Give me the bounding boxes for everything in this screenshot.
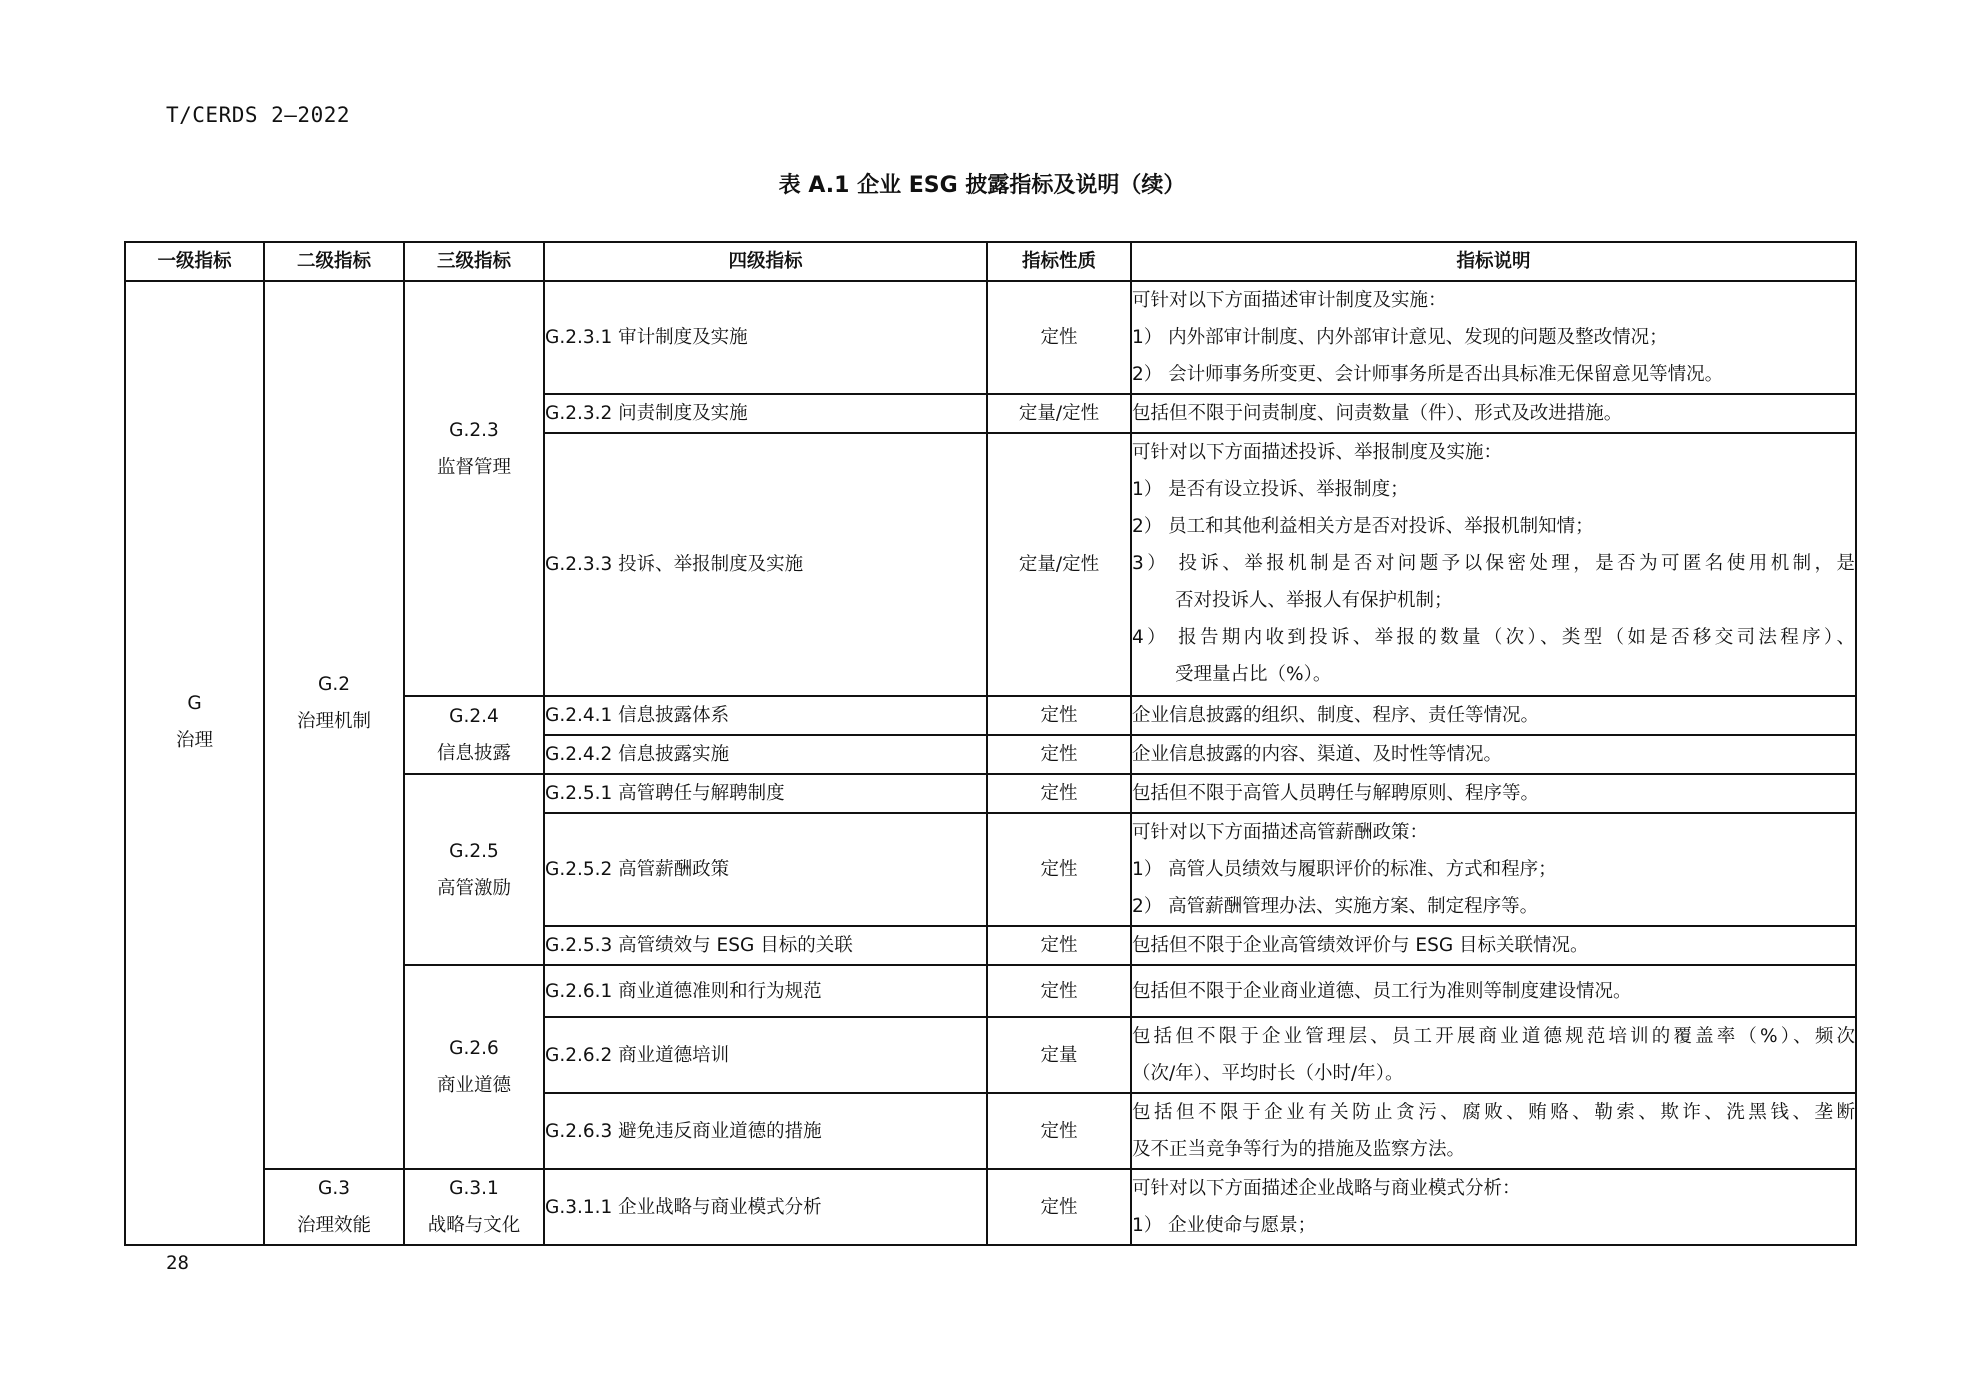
description-line: 包括但不限于企业高管绩效评价与 ESG 目标关联情况。 <box>1132 935 1589 956</box>
level1-name: 治理 <box>175 730 213 751</box>
level4-indicator: G.2.6.2 商业道德培训 <box>544 1017 987 1093</box>
level2-code: G.2 <box>318 674 350 695</box>
indicator-nature: 定性 <box>987 1169 1131 1245</box>
level2-cell <box>264 1169 404 1245</box>
indicator-description <box>1131 394 1856 433</box>
indicator-nature: 定性 <box>987 965 1131 1017</box>
indicator-description <box>1131 965 1856 1017</box>
level2-name: 治理效能 <box>296 1215 371 1236</box>
indicator-description <box>1131 774 1856 813</box>
table-header-row <box>125 242 1856 281</box>
level2-name: 治理机制 <box>296 711 371 732</box>
level4-indicator: G.2.6.3 避免违反商业道德的措施 <box>544 1093 987 1169</box>
level3-code: G.2.6 <box>449 1038 499 1059</box>
indicator-description <box>1131 813 1856 926</box>
description-line: 可针对以下方面描述高管薪酬政策： <box>1132 822 1429 843</box>
indicator-description <box>1131 1169 1856 1245</box>
level4-indicator: G.2.3.2 问责制度及实施 <box>544 394 987 433</box>
description-line: 受理量占比（%）。 <box>1175 664 1332 685</box>
column-header: 二级指标 <box>264 242 404 281</box>
indicator-nature: 定性 <box>987 926 1131 965</box>
level3-code: G.3.1 <box>449 1178 499 1199</box>
description-line: 可针对以下方面描述企业战略与商业模式分析： <box>1132 1178 1521 1199</box>
level3-cell <box>404 281 544 696</box>
level3-name: 信息披露 <box>436 743 511 764</box>
level4-indicator: G.2.6.1 商业道德准则和行为规范 <box>544 965 987 1017</box>
level3-cell <box>404 696 544 774</box>
description-line: 包括但不限于企业有关防止贪污、腐败、贿赂、勒索、欺诈、洗黑钱、垄断 <box>1132 1102 1855 1123</box>
indicator-nature: 定性 <box>987 774 1131 813</box>
description-line: 可针对以下方面描述投诉、举报制度及实施： <box>1132 442 1503 463</box>
description-line: 否对投诉人、举报人有保护机制； <box>1175 590 1453 611</box>
page-number: 28 <box>166 1252 189 1274</box>
indicator-nature: 定量 <box>987 1017 1131 1093</box>
indicator-description <box>1131 1093 1856 1169</box>
level3-cell <box>404 965 544 1169</box>
table-row <box>125 1169 1856 1245</box>
level3-code: G.2.4 <box>449 706 499 727</box>
indicator-nature: 定性 <box>987 813 1131 926</box>
column-header: 三级指标 <box>404 242 544 281</box>
description-line: 1） 内外部审计制度、内外部审计意见、发现的问题及整改情况； <box>1132 327 1668 348</box>
description-line: 1） 是否有设立投诉、举报制度； <box>1132 479 1409 500</box>
level1-cell <box>125 281 264 1245</box>
level4-indicator: G.2.4.1 信息披露体系 <box>544 696 987 735</box>
indicator-description <box>1131 281 1856 394</box>
level4-indicator: G.2.5.1 高管聘任与解聘制度 <box>544 774 987 813</box>
level4-indicator: G.2.5.3 高管绩效与 ESG 目标的关联 <box>544 926 987 965</box>
description-line: 3） 投诉、举报机制是否对问题予以保密处理，是否为可匿名使用机制，是 <box>1132 553 1855 574</box>
level3-name: 监督管理 <box>436 456 511 478</box>
level1-code: G <box>187 693 202 714</box>
description-line: 包括但不限于高管人员聘任与解聘原则、程序等。 <box>1132 783 1540 804</box>
column-header: 指标说明 <box>1131 242 1856 281</box>
indicator-nature: 定性 <box>987 1093 1131 1169</box>
indicator-description <box>1131 926 1856 965</box>
description-line: （次/年）、平均时长（小时/年）。 <box>1132 1063 1404 1084</box>
indicator-description <box>1131 1017 1856 1093</box>
description-line: 可针对以下方面描述审计制度及实施： <box>1132 290 1447 311</box>
description-line: 2） 员工和其他利益相关方是否对投诉、举报机制知情； <box>1132 516 1594 537</box>
description-line: 2） 高管薪酬管理办法、实施方案、制定程序等。 <box>1132 896 1539 917</box>
description-line: 包括但不限于企业商业道德、员工行为准则等制度建设情况。 <box>1132 980 1632 1002</box>
indicator-description <box>1131 735 1856 774</box>
level3-code: G.2.5 <box>449 840 499 862</box>
level2-cell <box>264 281 404 1169</box>
level4-indicator: G.2.3.3 投诉、举报制度及实施 <box>544 433 987 696</box>
level3-cell <box>404 774 544 965</box>
description-line: 包括但不限于问责制度、问责数量（件）、形式及改进措施。 <box>1132 403 1623 424</box>
column-header: 一级指标 <box>125 242 264 281</box>
indicator-nature: 定性 <box>987 696 1131 735</box>
level4-indicator: G.2.3.1 审计制度及实施 <box>544 281 987 394</box>
description-line: 4） 报告期内收到投诉、举报的数量（次）、类型（如是否移交司法程序）、 <box>1132 627 1855 648</box>
description-line: 2） 会计师事务所变更、会计师事务所是否出具标准无保留意见等情况。 <box>1132 364 1724 385</box>
level3-name: 高管激励 <box>436 877 511 899</box>
description-line: 及不正当竞争等行为的措施及监察方法。 <box>1132 1139 1466 1160</box>
level4-indicator: G.3.1.1 企业战略与商业模式分析 <box>544 1169 987 1245</box>
description-line: 企业信息披露的组织、制度、程序、责任等情况。 <box>1132 705 1540 726</box>
column-header: 指标性质 <box>987 242 1131 281</box>
document-code: T/CERDS 2—2022 <box>166 103 351 127</box>
description-line: 企业信息披露的内容、渠道、及时性等情况。 <box>1132 744 1503 765</box>
level3-name: 商业道德 <box>436 1075 511 1096</box>
level3-cell <box>404 1169 544 1245</box>
description-line: 包括但不限于企业管理层、员工开展商业道德规范培训的覆盖率（%）、频次 <box>1132 1026 1855 1047</box>
level2-code: G.3 <box>318 1178 350 1199</box>
description-line: 1） 企业使命与愿景； <box>1132 1215 1317 1236</box>
table-title: 表 A.1 企业 ESG 披露指标及说明（续） <box>778 173 1186 198</box>
indicator-description <box>1131 433 1856 696</box>
table-row <box>125 281 1856 394</box>
column-header: 四级指标 <box>544 242 987 281</box>
level3-name: 战略与文化 <box>427 1215 521 1236</box>
level3-code: G.2.3 <box>449 419 499 441</box>
indicator-nature: 定性 <box>987 735 1131 774</box>
esg-indicator-table <box>124 241 1857 1246</box>
indicator-nature: 定量/定性 <box>987 433 1131 696</box>
description-line: 1） 高管人员绩效与履职评价的标准、方式和程序； <box>1132 859 1557 880</box>
indicator-description <box>1131 696 1856 735</box>
indicator-nature: 定量/定性 <box>987 394 1131 433</box>
level4-indicator: G.2.5.2 高管薪酬政策 <box>544 813 987 926</box>
indicator-nature: 定性 <box>987 281 1131 394</box>
level4-indicator: G.2.4.2 信息披露实施 <box>544 735 987 774</box>
